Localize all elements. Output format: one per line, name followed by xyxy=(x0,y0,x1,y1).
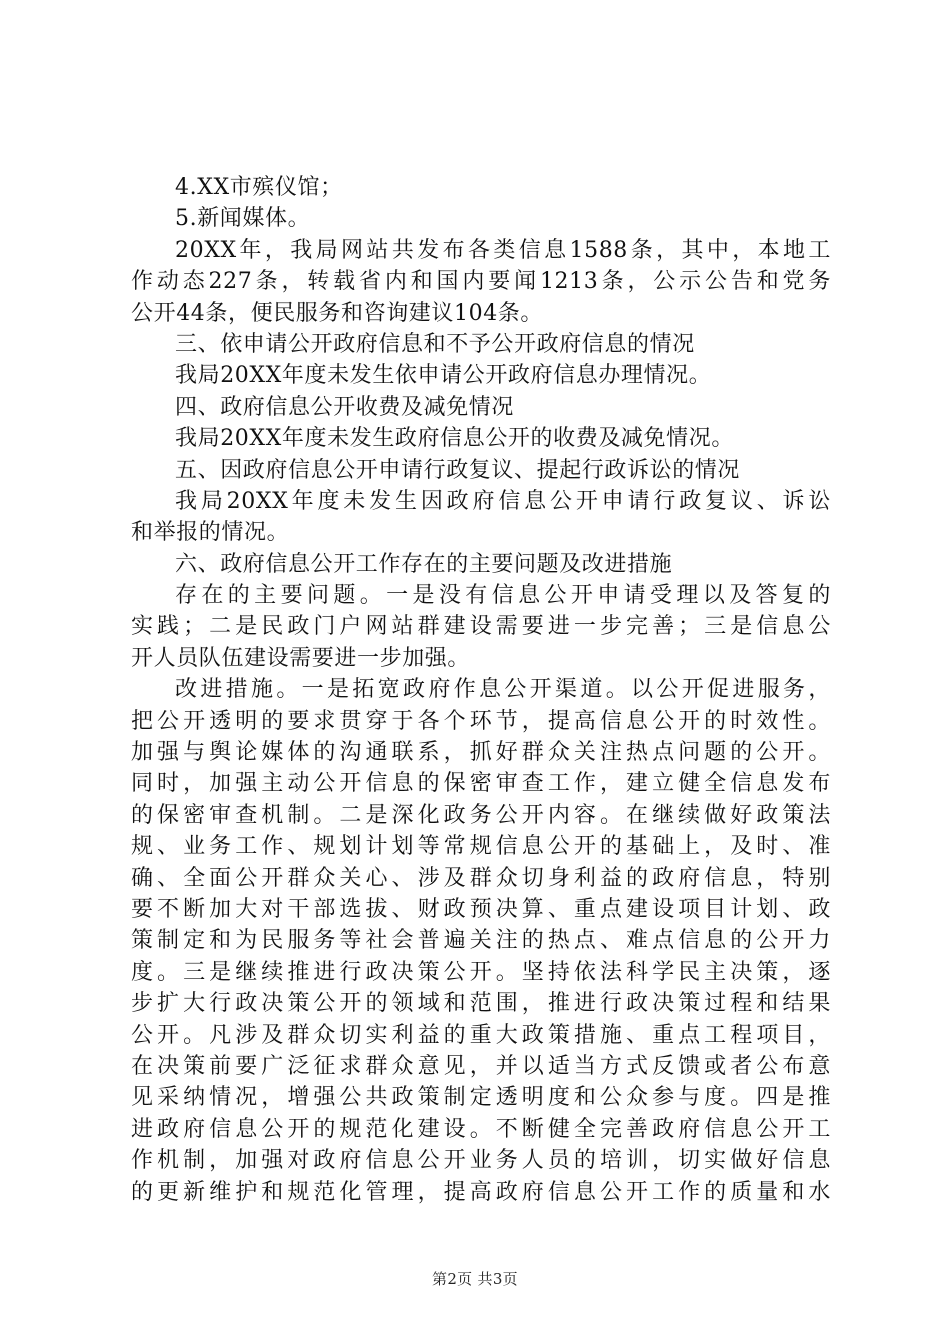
text-line: 要不断加大对干部选拔、财政预决算、重点建设项目计划、政 xyxy=(131,896,831,922)
text-line: 公开。凡涉及群众切实利益的重大政策措施、重点工程项目， xyxy=(131,1022,831,1048)
text-line: 规、业务工作、规划计划等常规信息公开的基础上，及时、准 xyxy=(131,834,831,860)
text-line: 的保密审查机制。二是深化政务公开内容。在继续做好政策法 xyxy=(131,802,831,828)
text-line: 进政府信息公开的规范化建设。不断健全完善政府信息公开工 xyxy=(131,1116,831,1142)
text-line: 存在的主要问题。一是没有信息公开申请受理以及答复的 xyxy=(175,583,831,609)
text-line: 确、全面公开群众关心、涉及群众切身利益的政府信息，特别 xyxy=(131,865,831,891)
text-line: 作机制，加强对政府信息公开业务人员的培训，切实做好信息 xyxy=(131,1148,831,1174)
text-line: 六、政府信息公开工作存在的主要问题及改进措施 xyxy=(175,551,673,577)
text-line: 同时，加强主动公开信息的保密审查工作，建立健全信息发布 xyxy=(131,771,831,797)
text-line: 5.新闻媒体。 xyxy=(175,206,311,232)
text-line: 三、依申请公开政府信息和不予公开政府信息的情况 xyxy=(175,331,695,357)
text-line: 改进措施。一是拓宽政府作息公开渠道。以公开促进服务， xyxy=(175,677,831,703)
text-line: 和举报的情况。 xyxy=(131,520,290,546)
page-footer: 第2页 共3页 xyxy=(432,1270,518,1288)
text-line: 我局20XX年度未发生依申请公开政府信息办理情况。 xyxy=(175,363,712,389)
text-line: 的更新维护和规范化管理，提高政府信息公开工作的质量和水 xyxy=(131,1179,831,1205)
text-line: 度。三是继续推进行政决策公开。坚持依法科学民主决策，逐 xyxy=(131,959,831,985)
text-line: 作动态227条，转载省内和国内要闻1213条，公示公告和党务 xyxy=(131,269,831,295)
text-line: 实践；二是民政门户网站群建设需要进一步完善；三是信息公 xyxy=(131,614,831,640)
text-line: 公开44条，便民服务和咨询建议104条。 xyxy=(131,300,543,326)
text-line: 我局20XX年度未发生政府信息公开的收费及减免情况。 xyxy=(175,426,734,452)
text-line: 在决策前要广泛征求群众意见，并以适当方式反馈或者公布意 xyxy=(131,1053,831,1079)
text-line: 见采纳情况，增强公共政策制定透明度和公众参与度。四是推 xyxy=(131,1085,831,1111)
text-line: 20XX年，我局网站共发布各类信息1588条，其中，本地工 xyxy=(175,237,831,263)
text-line: 加强与舆论媒体的沟通联系，抓好群众关注热点问题的公开。 xyxy=(131,740,831,766)
text-line: 四、政府信息公开收费及减免情况 xyxy=(175,394,515,420)
text-line: 开人员队伍建设需要进一步加强。 xyxy=(131,645,471,671)
text-line: 我局20XX年度未发生因政府信息公开申请行政复议、诉讼 xyxy=(175,488,831,514)
text-line: 步扩大行政决策公开的领域和范围，推进行政决策过程和结果 xyxy=(131,991,831,1017)
text-line: 把公开透明的要求贯穿于各个环节，提高信息公开的时效性。 xyxy=(131,708,831,734)
text-line: 策制定和为民服务等社会普遍关注的热点、难点信息的公开力 xyxy=(131,928,831,954)
text-line: 4.XX市殡仪馆； xyxy=(175,175,343,200)
document-body xyxy=(131,172,831,1208)
text-line: 五、因政府信息公开申请行政复议、提起行政诉讼的情况 xyxy=(175,457,741,483)
